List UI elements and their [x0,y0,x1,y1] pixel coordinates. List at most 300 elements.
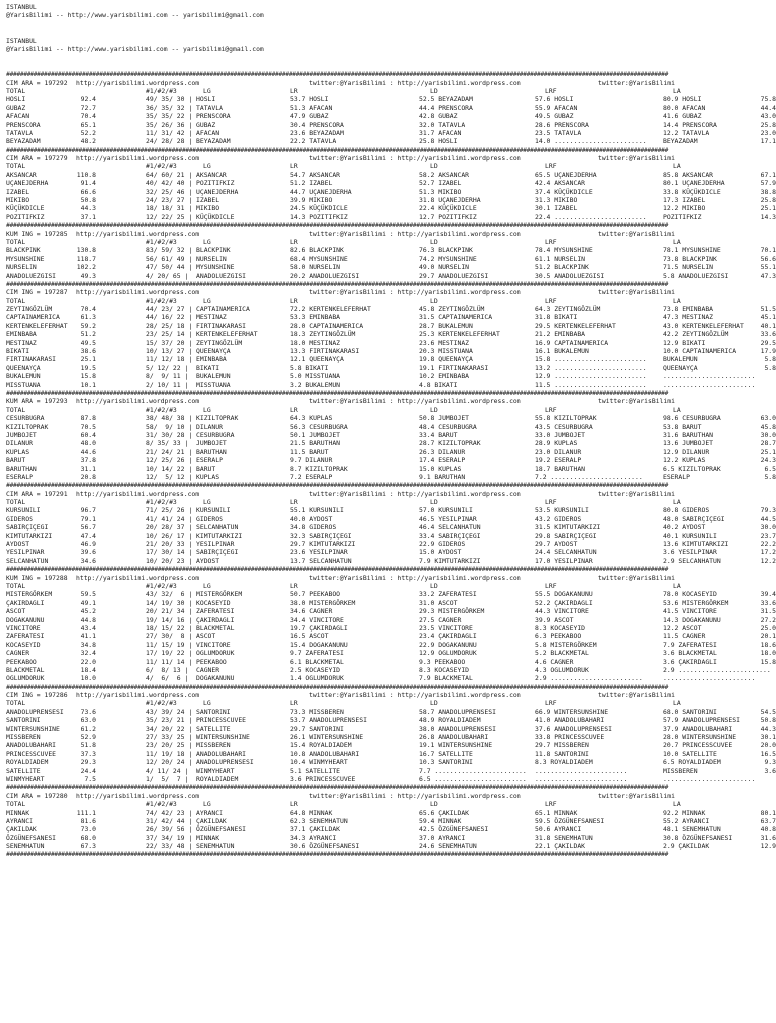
cell: 49.0 NURSELIN [419,263,470,272]
cell: 64/ 60/ 21 | [146,170,193,179]
race-id: CIM ARA = 197291 [6,489,68,498]
cell: 55.1 KURSUNILI [290,506,344,515]
table-row [6,623,776,632]
cell: SATELLITE [6,766,41,775]
cell: 16.7 SATELLITE [419,749,473,758]
cell: 72.2 KERTENKELEFERHAT [290,305,371,314]
cell: 57.0 KURSUNILI [419,506,473,515]
race-id: CIM ING = 197286 [6,691,68,700]
cell: VINCITORE [6,623,41,632]
cell: 64.3 KUPLAS [290,414,333,423]
table-row [6,598,776,607]
cell: 22.9 GIDEROS [419,540,466,549]
cell: 34/ 20/ 22 | [146,724,193,733]
cell: 80.1 [760,808,776,817]
cell: AKSANCAR [196,170,227,179]
cell: 37.3 [80,749,96,758]
cell: 2.9 SELCANHATUN [663,556,721,565]
cell: 16.5 [760,749,776,758]
cell: 65.1 MINNAK [535,808,578,817]
cell: 29.7 ANADOLUEZGISI [419,271,489,280]
cell: 12.7 POZITIFKIZ [419,212,477,221]
cell: 20/ 21/ 34 | [146,607,193,616]
cell: AYDOST [6,540,30,549]
cell: 22.1 ÇAKILDAK [535,842,586,851]
cell: 9.1 BARUTHAN [419,472,466,481]
cell: 14.3 POZITIFKIZ [290,212,348,221]
cell: 20.2 ANADOLUEZGISI [290,271,360,280]
cell: 39.9 ASCOT [535,615,574,624]
race-twitter-blog: twitter:@YarisBilimi : http://yarisbilimi.wordpress.com [309,397,521,406]
table-row [6,330,776,339]
table-row [6,666,772,674]
cell: 10/ 13/ 27 | [146,347,193,356]
cell: AKSANCAR [6,170,37,179]
cell: ........................ [535,774,628,783]
cell: 65.5 UÇANEJDERHA [535,170,597,179]
cell: 44/ 16/ 22 | [146,313,193,322]
cell: 17.2 [760,548,776,557]
table-row [6,590,776,599]
table-row [6,204,776,213]
cell: 79.1 [80,514,96,523]
cell: 59.4 MINNAK [419,816,462,825]
cell: 5.0 MISSTUANA [290,372,341,381]
column-header-row [6,87,772,95]
table-row [6,833,776,842]
cell: SABIRÇIÇEGI [196,548,239,557]
cell: 52.5 BEYAZADAM [419,95,473,104]
cell: 64.8 MINNAK [290,808,333,817]
cell: 59.5 ÖZGÜNEFSANESI [535,816,605,825]
race-id: CIM ARA = 197279 [6,154,68,163]
cell: SATELLITE [196,724,231,733]
cell: 43.0 [760,112,776,121]
cell: 46.5 YESILPINAR [419,514,477,523]
cell: 34.8 [80,640,96,649]
cell: 47/ 50/ 44 | [146,263,193,272]
cell: 23.0 DILANUR [535,447,582,456]
cell: MIKIBO [196,204,220,213]
column-header-row [6,699,772,707]
cell: 11/ 19/ 18 | [146,749,193,758]
cell: 18.6 [760,640,776,649]
race-blog-link: http://yarisbilimi.wordpress.com [76,397,200,406]
cell: 11.5 BARUT [290,447,329,456]
cell: 31.8 UÇANEJDERHA [419,196,481,205]
cell: 50.7 PEEKABOO [290,590,341,599]
cell: ÖZGÜNEFSANESI [6,833,57,842]
cell: 53.8 BARUT [663,422,702,431]
col-finishes: #1/#2/#3 [146,699,177,708]
cell: MISSBEREN [6,733,41,742]
cell: MINNAK [196,833,220,842]
cell: 71/ 25/ 26 | [146,506,193,515]
cell: 16.9 CAPTAINAMERICA [535,338,609,347]
cell: 12/ 22/ 25 | [146,212,193,221]
cell: 24.3 [760,456,776,465]
cell: SELCANHATUN [196,523,239,532]
cell: 67.3 [80,842,96,851]
cell: 59.5 [80,590,96,599]
cell: ÖZGÜNEFSANESI [196,825,247,834]
table-row [6,540,776,549]
cell: 30.0 [760,430,776,439]
cell: 40.1 KURSUNILI [663,531,717,540]
cell: 2.9 ........................ [535,674,643,683]
cell: 79.3 [760,506,776,515]
cell: ÇAKILDAK [6,825,37,834]
table-row [6,137,776,146]
cell: 41.5 VINCITORE [663,607,717,616]
cell: ESERALP [196,456,223,465]
cell: QUEENAYÇA [196,347,231,356]
cell: CAGNER [196,665,220,674]
cell: 18.4 [80,665,96,674]
cell: 39.9 MIKIBO [290,196,333,205]
cell: 59.2 [80,321,96,330]
table-row [6,246,776,255]
cell: 27/ 30/ 8 | [146,632,193,641]
cell: 48.4 CESURBUGRA [419,422,477,431]
cell: 52.9 [80,733,96,742]
cell: OGLUMDORUK [6,674,45,683]
cell: 45.1 [760,313,776,322]
cell: 10.8 ANADOLUBAHARI [290,749,360,758]
cell: 44.7 UÇANEJDERHA [290,187,352,196]
cell: PRENSCORA [196,112,231,121]
col-ld: LD [430,86,438,95]
cell: ANADOLUBAHARI [6,741,57,750]
race-title-row [6,79,772,87]
cell: 33.4 SABIRÇIÇEGI [419,531,481,540]
cell: 25.3 KERTENKELEFERHAT [419,330,500,339]
cell: 12.2 TATAVLA [663,128,710,137]
cell: 7.5 [84,774,96,783]
cell: 17.4 ESERALP [419,456,466,465]
cell: GIDEROS [196,514,223,523]
cell: 23.5 TATAVLA [535,128,582,137]
cell: 4/ 6/ 6 | [146,674,189,683]
cell: 53.6 MISTERGÖRKEM [663,598,729,607]
cell: ZEYTINGÖZLÜM [196,338,243,347]
cell: 42.2 ZEYTINGÖZLÜM [663,330,729,339]
col-finishes: #1/#2/#3 [146,237,177,246]
cell: 23/ 25/ 14 | [146,330,193,339]
cell: 38.0 ANADOLUPRENSESI [419,724,496,733]
col-lrf: LRF [545,800,557,809]
cell: 19.2 ESERALP [535,456,582,465]
cell: KÜÇÜKDICLE [196,212,235,221]
cell: 38.6 [80,347,96,356]
cell: 40/ 42/ 40 | [146,179,193,188]
cell: 52.2 ÇAKIRDAGLI [535,598,593,607]
cell: PEEKABOO [6,657,37,666]
cell: 12.9 ........................ [535,372,647,381]
cell: 11/ 31/ 42 | [146,128,193,137]
cell: BARUTHAN [6,464,37,473]
col-lrf: LRF [545,296,557,305]
cell: 92.2 MINNAK [663,808,706,817]
race-id: CIM ARA = 197292 [6,78,68,87]
race-title-row [6,397,772,405]
race-block [6,397,776,490]
cell: MISSTUANA [196,380,231,389]
cell: 50.8 JUMBOJET [419,414,470,423]
cell: 10.0 [80,674,96,683]
table-row [6,381,772,389]
cell: KIZILTOPRAK [6,422,49,431]
cell: 51.2 BLACKPINK [535,263,589,272]
cell: 29.5 [760,338,776,347]
cell: DOGAKANUNU [6,615,45,624]
cell: 8.3 ROYALDIADEM [535,758,593,767]
cell: 6.3 PEEKABOO [535,632,582,641]
cell: 35/ 26/ 36 | [146,120,193,129]
cell: 30.4 PRENSCORA [290,120,344,129]
cell: 34.8 GIDEROS [290,523,337,532]
cell: 61.3 [80,313,96,322]
cell: 56.7 [80,523,96,532]
separator: ################################################################################################################################################################################################ [6,783,668,792]
cell: 72.7 [80,103,96,112]
cell: 12.1 QUEENAYÇA [290,355,344,364]
cell: 31.5 CAPTAINAMERICA [419,313,493,322]
cell: 12/ 25/ 26 | [146,456,193,465]
cell: 57.6 HOSLI [535,95,574,104]
cell: PEEKABOO [196,657,227,666]
table-row [6,758,776,767]
cell: 15.0 KUPLAS [419,464,462,473]
cell: 29.7 KIMTUTARKIZI [290,540,356,549]
cell: 29.7 MISSBEREN [535,741,589,750]
cell: 13.7 SELCANHATUN [290,556,352,565]
table-row [6,254,776,263]
cell: 34.6 [80,556,96,565]
cell: 22.0 [80,657,96,666]
cell: KUPLAS [196,472,220,481]
col-lg: LG [203,86,211,95]
table-row [6,808,776,817]
cell: WINMYHEART [6,774,45,783]
cell: 73.6 [80,707,96,716]
cell: KERTENKELEFERHAT [196,330,258,339]
cell: 18.0 [760,649,776,658]
cell: 65.1 [80,120,96,129]
cell: 23.6 YESILPINAR [290,548,348,557]
cell: 25.1 [80,355,96,364]
cell: 28.9 KUPLAS [535,439,578,448]
cell: IZABEL [196,196,220,205]
cell: 28.0 WINTERSUNSHINE [663,733,737,742]
column-header-row [6,297,772,305]
cell: ZAFERATESI [6,632,45,641]
cell: 17.9 [760,347,776,356]
separator: ################################################################################################################################################################################################ [6,850,668,859]
cell: 8.3 KOCASEYID [419,665,470,674]
cell: 5.2 BLACKMETAL [535,649,589,658]
cell: 32/ 25/ 46 | [146,187,193,196]
cell: 37.1 [80,212,96,221]
cell: MIKIBO [6,196,30,205]
cell: 14.3 [760,212,776,221]
cell: 25.1 [760,204,776,213]
table-row [6,632,776,641]
cell: 4.3 OGLUMDORUK [535,665,589,674]
cell: 24.6 SENEMHATUN [419,842,477,851]
cell: 31/ 30/ 28 | [146,430,193,439]
cell: 52.7 IZABEL [419,179,462,188]
cell: 83/ 59/ 32 | [146,246,193,255]
table-row [6,170,776,179]
cell: 31.8 BIKATI [535,313,578,322]
table-row [6,615,776,624]
cell: 35/ 35/ 22 | [146,112,193,121]
cell: 10/ 14/ 22 | [146,464,193,473]
cell: NURSELIN [6,263,37,272]
cell: KÜÇÜKDICLE [6,204,45,213]
cell: 44/ 23/ 27 | [146,305,193,314]
race-blog-link: http://yarisbilimi.wordpress.com [76,791,200,800]
col-ld: LD [430,581,438,590]
cell: 38.0 MISTERGÖRKEM [290,598,356,607]
cell: ZEYTINGÖZLÜM [6,305,53,314]
col-lg: LG [203,800,211,809]
cell: SENEMHATUN [196,842,235,851]
cell: 96.7 [80,506,96,515]
cell: 65.6 ÇAKILDAK [419,808,470,817]
table-row [6,531,776,540]
cell: MISSTUANA [6,380,41,389]
col-finishes: #1/#2/#3 [146,86,177,95]
cell: 66.6 [80,187,96,196]
col-lg: LG [203,405,211,414]
cell: ROYALDIADEM [196,774,239,783]
cell: 11/ 15/ 19 | [146,640,193,649]
cell: 23/ 20/ 25 | [146,741,193,750]
cell: 57.9 [760,179,776,188]
cell: 1.4 OGLUMDORUK [290,674,344,683]
cell: 2.5 KOCASEYID [290,665,341,674]
race-blog-link: http://yarisbilimi.wordpress.com [76,288,200,297]
col-lr: LR [290,800,298,809]
table-row [6,321,776,330]
cell: 68.0 [80,833,96,842]
cell: 35/ 23/ 21 | [146,716,193,725]
cell: 22.9 DOGAKANUNU [419,640,477,649]
cell: YESILPINAR [196,540,235,549]
cell: ESERALP [6,472,33,481]
col-ld: LD [430,800,438,809]
cell: 70.5 [80,422,96,431]
cell: 12/ 20/ 24 | [146,758,193,767]
col-total: TOTAL [6,237,26,246]
col-la: LA [673,86,681,95]
cell: 37.9 ANADOLUBAHARI [663,724,733,733]
cell: IZABEL [6,187,30,196]
cell: 12.9 [760,842,776,851]
cell: 5.8 ANADOLUEZGISI [663,271,729,280]
cell: CAPTAINAMERICA [6,313,60,322]
table-row [6,196,776,205]
cell: 7.9 ZAFERATESI [663,640,717,649]
cell: BEYAZADAM [6,137,41,146]
cell: 28.6 PRENSCORA [535,120,589,129]
table-row [6,179,776,188]
cell: 24.5 KÜÇÜKDICLE [290,204,348,213]
cell: 37.4 KÜÇÜKDICLE [535,187,593,196]
col-lrf: LRF [545,237,557,246]
race-block [6,288,776,397]
cell: 41.6 GUBAZ [663,112,702,121]
cell: PRINCESSCUVEE [6,749,57,758]
cell: 25.8 [760,120,776,129]
cell: 63.0 [80,716,96,725]
cell: BUKALEMUN [196,372,231,381]
cell: MESTINAZ [196,313,227,322]
cell: 4/ 11/ 24 | [146,766,189,775]
header-contact-repeat: @YarisBilimi -- http://www.yarisbilimi.com -- yarisbilimi@gmail.com [6,44,264,53]
cell: 44.4 PRENSCORA [419,103,473,112]
cell: 17/ 30/ 14 | [146,548,193,557]
cell: BIKATI [196,363,220,372]
cell: 19.1 WINTERSUNSHINE [419,741,493,750]
cell: SELCANHATUN [6,556,49,565]
cell: KIMTUTARKIZI [196,531,243,540]
cell: 68.0 SANTORINI [663,707,717,716]
cell: 44.3 [80,204,96,213]
cell: 81.6 [80,816,96,825]
cell: 30.8 ÖZGÜNEFSANESI [663,833,733,842]
cell: 28.7 BUKALEMUN [419,321,473,330]
cell: 20.7 PRINCESSCUVEE [663,741,733,750]
table-row [6,430,776,439]
race-id: KUM ING = 197288 [6,573,68,582]
cell: 21.2 EMINBABA [535,330,586,339]
cell: 14.0 ........................ [535,137,647,146]
col-la: LA [673,581,681,590]
cell: 43.5 CESURBUGRA [535,422,593,431]
cell: 40.2 AYDOST [663,523,706,532]
cell: AYRANCI [196,808,223,817]
cell: 30.1 [760,733,776,742]
race-blog-link: http://yarisbilimi.wordpress.com [76,489,200,498]
cell: 58.7 ANADOLUPRENSESI [419,707,496,716]
race-title-row [6,230,772,238]
cell: 52.2 [80,128,96,137]
race-title-row [6,792,772,800]
col-lrf: LRF [545,162,557,171]
cell: MISTERGÖRKEM [6,590,53,599]
race-twitter: twitter:@YarisBilimi [598,397,675,406]
separator: ################################################################################################################################################################################################ [6,145,668,154]
cell: 27/ 33/ 25 | [146,733,193,742]
table-row [6,464,776,473]
cell: MINNAK [6,808,30,817]
table-row [6,263,776,272]
cell: JUMBOJET [6,430,37,439]
cell: 8.7 KIZILTOPRAK [290,464,348,473]
column-header-row [6,498,772,506]
cell: 33.4 BARUT [419,430,458,439]
cell: 91.4 [80,179,96,188]
cell: BIKATI [6,347,30,356]
cell: 28.7 [760,439,776,448]
cell: 51.5 [760,305,776,314]
col-lrf: LRF [545,581,557,590]
cell: 34.3 AYRANCI [290,833,337,842]
cell: 74/ 42/ 23 | [146,808,193,817]
